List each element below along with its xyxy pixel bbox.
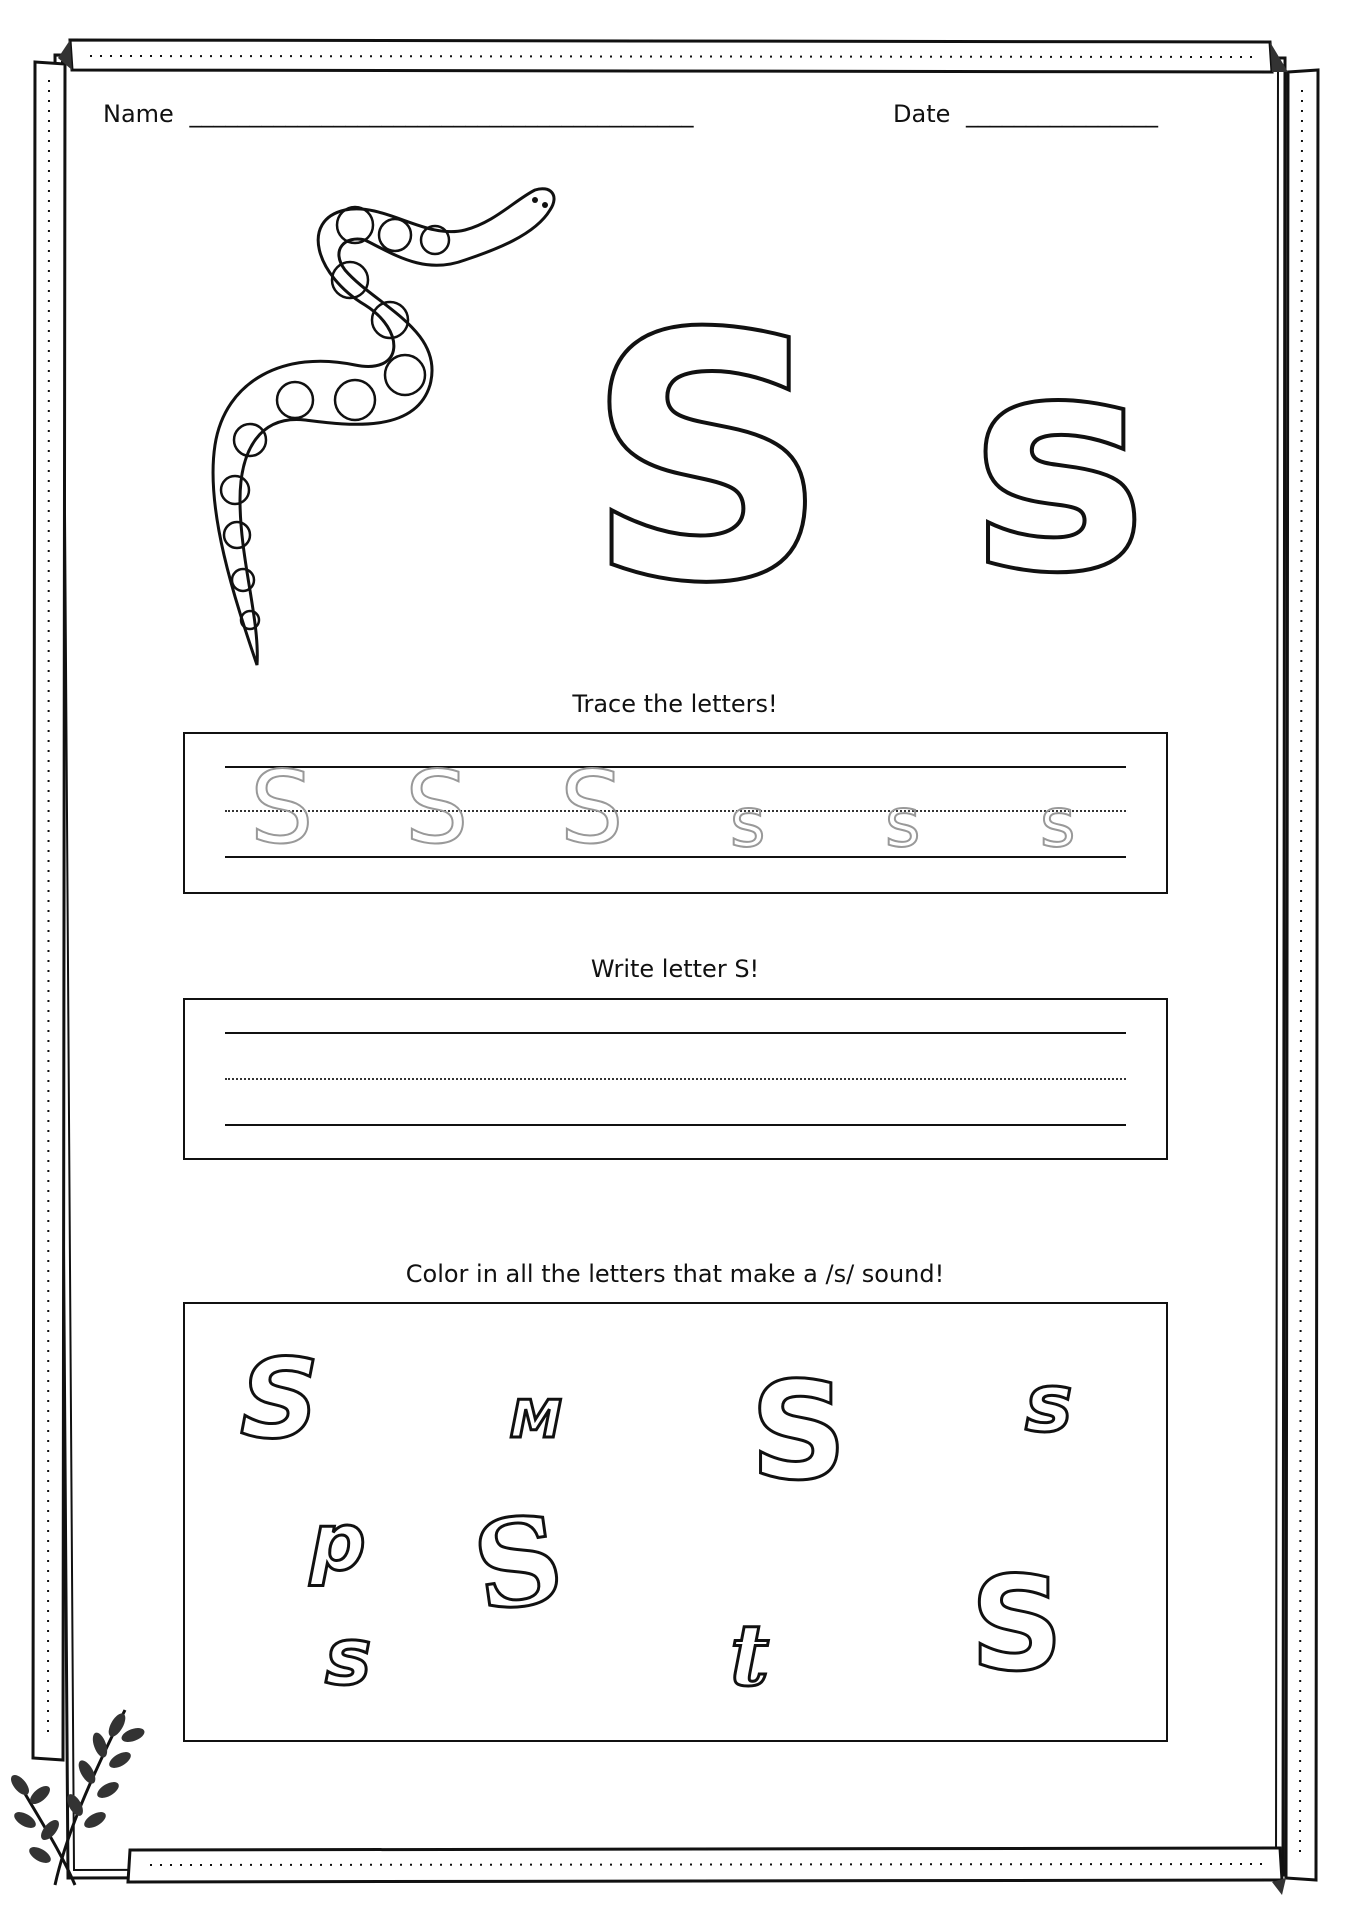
name-label: Name: [103, 100, 174, 128]
color-letter[interactable]: p: [310, 1498, 366, 1588]
big-uppercase-s: S: [585, 262, 830, 658]
trace-letter[interactable]: s: [730, 784, 766, 863]
color-letter[interactable]: M: [510, 1390, 562, 1450]
color-letter[interactable]: s: [325, 1613, 372, 1703]
guide-base-line: [225, 1124, 1126, 1126]
trace-letter[interactable]: S: [250, 749, 314, 866]
trace-letter[interactable]: S: [405, 749, 469, 866]
write-box[interactable]: [183, 998, 1168, 1160]
date-label: Date: [893, 100, 951, 128]
color-letter[interactable]: S: [465, 1487, 571, 1640]
trace-instruction: Trace the letters!: [572, 690, 778, 718]
guide-mid-line: [225, 810, 1126, 812]
plant-decoration: [5, 1690, 155, 1890]
trace-letter[interactable]: S: [560, 749, 624, 866]
name-line[interactable]: __________________________________________: [189, 100, 694, 128]
big-lowercase-s: s: [970, 290, 1149, 639]
guide-top-line: [225, 766, 1126, 768]
color-letter[interactable]: S: [240, 1335, 320, 1463]
color-letter[interactable]: S: [750, 1353, 848, 1510]
trace-box: [183, 732, 1168, 894]
color-instruction: Color in all the letters that make a /s/ sound!: [405, 1260, 945, 1288]
trace-letter[interactable]: s: [1040, 784, 1076, 863]
date-field[interactable]: [893, 100, 1158, 128]
trace-letter[interactable]: s: [885, 784, 921, 863]
guide-mid-line: [225, 1078, 1126, 1080]
color-box: [183, 1302, 1168, 1742]
guide-base-line: [225, 856, 1126, 858]
color-letter[interactable]: S: [970, 1548, 1064, 1700]
color-letter[interactable]: s: [1025, 1357, 1073, 1450]
snake-illustration: [195, 180, 615, 680]
date-line[interactable]: ________________: [966, 100, 1159, 128]
color-letter[interactable]: t: [730, 1606, 770, 1706]
guide-top-line: [225, 1032, 1126, 1034]
name-field[interactable]: [103, 100, 693, 128]
write-instruction: Write letter S!: [590, 955, 760, 983]
